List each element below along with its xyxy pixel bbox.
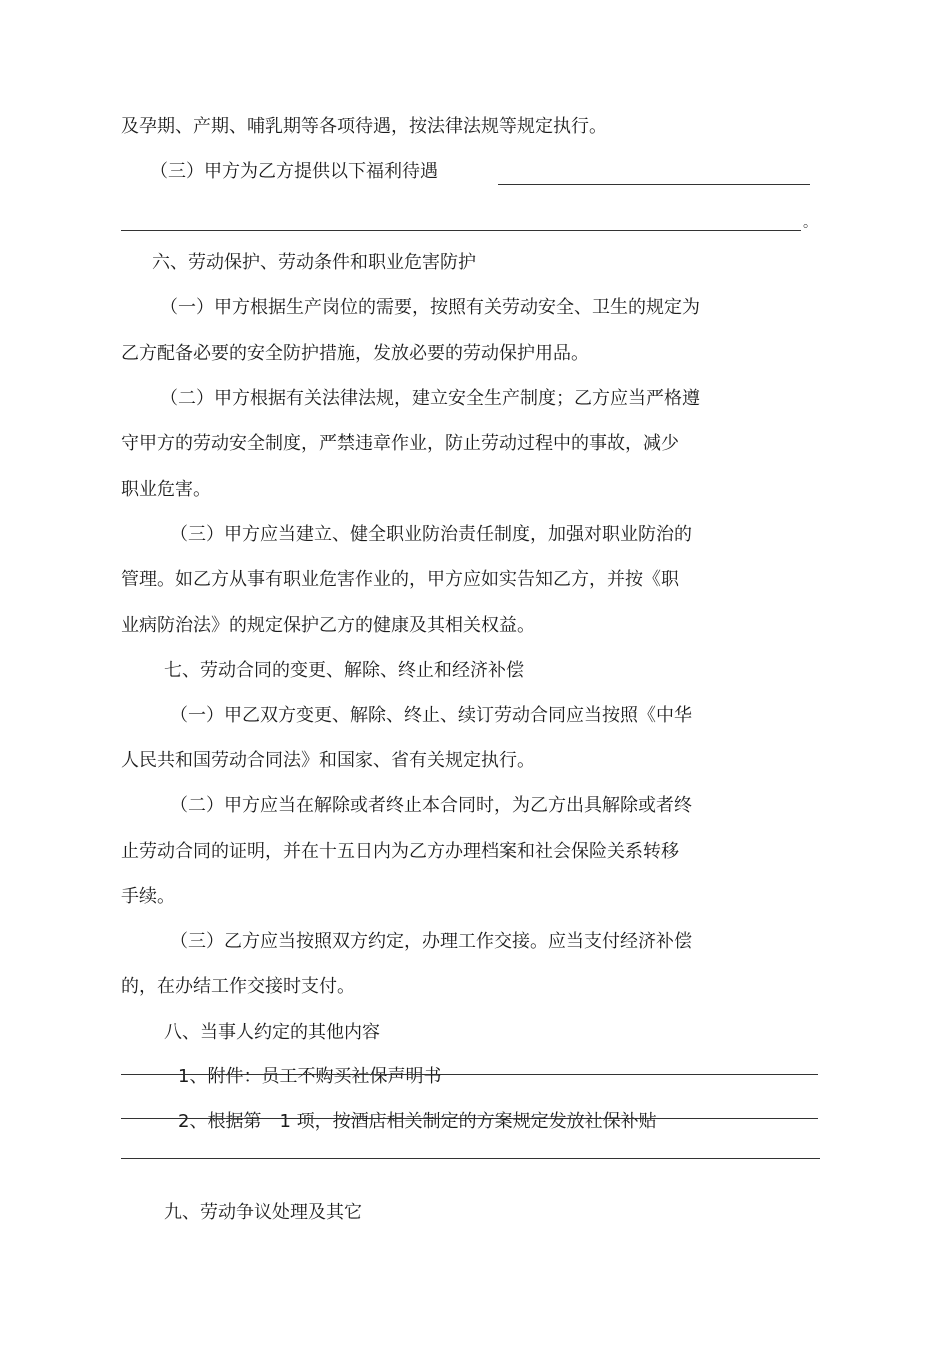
text-line-10: 业病防治法》的规定保护乙方的健康及其相关权益。 [121,615,535,636]
text-line-6: 守甲方的劳动安全制度，严禁违章作业，防止劳动过程中的事故，减少 [121,433,679,454]
text-line-7: 职业危害。 [121,479,211,500]
period-mark: 。 [803,215,817,231]
text-line-12: 人民共和国劳动合同法》和国家、省有关规定执行。 [121,750,535,771]
text-line-1: 及孕期、产期、哺乳期等各项待遇，按法律法规等规定执行。 [121,116,607,137]
text-line-9: 管理。如乙方从事有职业危害作业的，甲方应如实告知乙方，并按《职 [121,569,679,590]
fill-line-1 [121,1074,818,1075]
text-line-11: （一）甲乙双方变更、解除、终止、续订劳动合同应当按照《中华 [170,705,692,726]
attachment-item-2: 2、根据第 1 项，按酒店相关制定的方案规定发放社保补贴 [178,1111,657,1132]
section-heading-7: 七、劳动合同的变更、解除、终止和经济补偿 [164,660,524,681]
text-line-13: （二）甲方应当在解除或者终止本合同时，为乙方出具解除或者终 [170,795,692,816]
fill-line-2 [121,1118,818,1119]
blank-underline-1 [498,184,810,185]
section-heading-8: 八、当事人约定的其他内容 [164,1022,380,1043]
section-heading-6: 六、劳动保护、劳动条件和职业危害防护 [152,252,476,273]
text-line-14: 止劳动合同的证明，并在十五日内为乙方办理档案和社会保险关系转移 [121,841,679,862]
text-line-3: （一）甲方根据生产岗位的需要，按照有关劳动安全、卫生的规定为 [160,297,700,318]
text-line-8: （三）甲方应当建立、健全职业防治责任制度，加强对职业防治的 [170,524,692,545]
section-heading-9: 九、劳动争议处理及其它 [164,1202,362,1223]
text-line-16: （三）乙方应当按照双方约定，办理工作交接。应当支付经济补偿 [170,931,692,952]
text-line-4: 乙方配备必要的安全防护措施，发放必要的劳动保护用品。 [121,343,589,364]
text-line-2: （三）甲方为乙方提供以下福利待遇 [150,161,438,182]
blank-underline-2 [121,230,801,231]
fill-line-3 [121,1158,820,1159]
text-line-5: （二）甲方根据有关法律法规，建立安全生产制度；乙方应当严格遵 [160,388,700,409]
text-line-17: 的，在办结工作交接时支付。 [121,976,355,997]
text-line-15: 手续。 [121,886,175,907]
attachment-item-1: 1、附件：员工不购买社保声明书 [178,1066,442,1087]
